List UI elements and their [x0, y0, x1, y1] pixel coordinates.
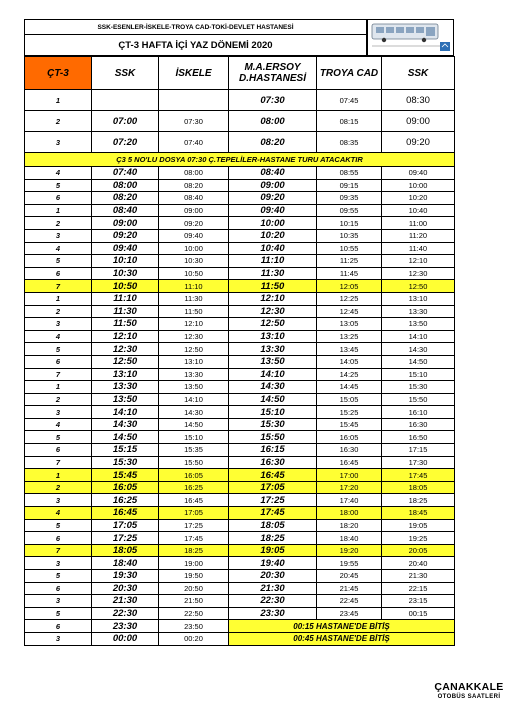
- table-row: [25, 632, 455, 645]
- troya-time-cell: 09:35: [317, 192, 382, 205]
- troya-time-cell: 13:05: [317, 318, 382, 331]
- table-row: [25, 280, 455, 293]
- hospital-time-cell: 10:20: [229, 229, 317, 242]
- ssk-return-cell: 00:15: [382, 607, 455, 620]
- ssk-return-cell: 12:50: [382, 280, 455, 293]
- table-row: [25, 229, 455, 242]
- route-no-cell: 3: [25, 557, 92, 570]
- ssk-time-cell: 13:50: [92, 393, 159, 406]
- ssk-return-cell: 18:45: [382, 507, 455, 520]
- iskele-time-cell: 07:40: [159, 132, 229, 153]
- ssk-time-cell: 17:05: [92, 519, 159, 532]
- col-header-troya: TROYA CAD: [317, 57, 382, 90]
- iskele-time-cell: 17:05: [159, 507, 229, 520]
- route-no-cell: 2: [25, 305, 92, 318]
- route-no-cell: 2: [25, 481, 92, 494]
- route-no-cell: 5: [25, 607, 92, 620]
- table-row: [25, 292, 455, 305]
- ssk-return-cell: 18:05: [382, 481, 455, 494]
- ssk-return-cell: 23:15: [382, 595, 455, 608]
- iskele-time-cell: 15:50: [159, 456, 229, 469]
- route-no-cell: 6: [25, 532, 92, 545]
- troya-time-cell: 16:45: [317, 456, 382, 469]
- troya-time-cell: 13:45: [317, 343, 382, 356]
- ssk-return-cell: 11:20: [382, 229, 455, 242]
- iskele-time-cell: 23:50: [159, 620, 229, 633]
- hospital-time-cell: 14:30: [229, 381, 317, 394]
- route-no-cell: 3: [25, 494, 92, 507]
- iskele-time-cell: 12:50: [159, 343, 229, 356]
- notice-row: [25, 153, 455, 167]
- troya-time-cell: 16:30: [317, 444, 382, 457]
- troya-time-cell: 10:55: [317, 242, 382, 255]
- iskele-time-cell: 09:40: [159, 229, 229, 242]
- hospital-time-cell: 08:20: [229, 132, 317, 153]
- hospital-time-cell: 14:50: [229, 393, 317, 406]
- table-row: [25, 481, 455, 494]
- ssk-time-cell: 12:10: [92, 330, 159, 343]
- iskele-time-cell: 17:45: [159, 532, 229, 545]
- col-header-ssk: SSK: [92, 57, 159, 90]
- troya-time-cell: 12:25: [317, 292, 382, 305]
- hospital-time-cell: 11:50: [229, 280, 317, 293]
- ssk-return-cell: 14:50: [382, 355, 455, 368]
- table-row: [25, 305, 455, 318]
- troya-time-cell: 17:20: [317, 481, 382, 494]
- iskele-time-cell: 10:00: [159, 242, 229, 255]
- troya-time-cell: 21:45: [317, 582, 382, 595]
- troya-time-cell: 12:05: [317, 280, 382, 293]
- ssk-time-cell: 15:45: [92, 469, 159, 482]
- hospital-time-cell: 09:40: [229, 204, 317, 217]
- table-row: [25, 381, 455, 394]
- ssk-time-cell: 20:30: [92, 582, 159, 595]
- ssk-return-cell: 10:00: [382, 179, 455, 192]
- hospital-time-cell: 13:30: [229, 343, 317, 356]
- table-row: [25, 355, 455, 368]
- ssk-time-cell: 09:00: [92, 217, 159, 230]
- iskele-time-cell: 08:40: [159, 192, 229, 205]
- hospital-time-cell: 20:30: [229, 570, 317, 583]
- ssk-return-cell: 19:25: [382, 532, 455, 545]
- ssk-return-cell: 10:20: [382, 192, 455, 205]
- troya-time-cell: 09:15: [317, 179, 382, 192]
- route-no-cell: 4: [25, 330, 92, 343]
- table-row: [25, 557, 455, 570]
- ssk-return-cell: 16:50: [382, 431, 455, 444]
- troya-time-cell: 07:45: [317, 90, 382, 111]
- ssk-time-cell: 09:20: [92, 229, 159, 242]
- hospital-time-cell: 15:10: [229, 406, 317, 419]
- hospital-time-cell: 16:45: [229, 469, 317, 482]
- iskele-time-cell: 10:50: [159, 267, 229, 280]
- hospital-time-cell: 19:05: [229, 544, 317, 557]
- hospital-time-cell: 13:50: [229, 355, 317, 368]
- route-no-cell: 3: [25, 229, 92, 242]
- table-row: [25, 406, 455, 419]
- table-row: [25, 318, 455, 331]
- troya-time-cell: 11:25: [317, 255, 382, 268]
- ssk-time-cell: 19:30: [92, 570, 159, 583]
- ssk-time-cell: 10:30: [92, 267, 159, 280]
- table-row: [25, 456, 455, 469]
- ssk-return-cell: 17:45: [382, 469, 455, 482]
- route-no-cell: 3: [25, 406, 92, 419]
- ssk-time-cell: 16:25: [92, 494, 159, 507]
- hospital-time-cell: 15:30: [229, 418, 317, 431]
- hospital-time-cell: 07:30: [229, 90, 317, 111]
- ssk-return-cell: 17:30: [382, 456, 455, 469]
- ssk-time-cell: 12:30: [92, 343, 159, 356]
- ssk-time-cell: 17:25: [92, 532, 159, 545]
- troya-time-cell: 08:15: [317, 111, 382, 132]
- iskele-time-cell: 08:00: [159, 167, 229, 180]
- hospital-time-cell: 15:50: [229, 431, 317, 444]
- ssk-return-cell: 08:30: [382, 90, 455, 111]
- route-no-cell: 3: [25, 632, 92, 645]
- ssk-return-cell: 09:00: [382, 111, 455, 132]
- ssk-time-cell: 18:05: [92, 544, 159, 557]
- ssk-time-cell: 22:30: [92, 607, 159, 620]
- route-no-cell: 7: [25, 368, 92, 381]
- table-row: [25, 217, 455, 230]
- col-header-hospital: M.A.ERSOY D.HASTANESİ: [229, 57, 317, 90]
- route-no-cell: 6: [25, 267, 92, 280]
- route-no-cell: 6: [25, 444, 92, 457]
- ssk-time-cell: 13:10: [92, 368, 159, 381]
- ssk-return-cell: 13:10: [382, 292, 455, 305]
- hospital-time-cell: 18:25: [229, 532, 317, 545]
- table-row: [25, 620, 455, 633]
- ssk-return-cell: 13:30: [382, 305, 455, 318]
- table-row: [25, 494, 455, 507]
- iskele-time-cell: 15:10: [159, 431, 229, 444]
- route-no-cell: 5: [25, 519, 92, 532]
- iskele-time-cell: 19:50: [159, 570, 229, 583]
- end-note: 00:45 HASTANE'DE BİTİŞ: [229, 632, 455, 645]
- brand-logo: [429, 681, 509, 700]
- hospital-time-cell: 09:20: [229, 192, 317, 205]
- ssk-return-cell: 19:05: [382, 519, 455, 532]
- table-row: [25, 532, 455, 545]
- hospital-time-cell: 22:30: [229, 595, 317, 608]
- hospital-time-cell: 17:25: [229, 494, 317, 507]
- ssk-time-cell: 08:40: [92, 204, 159, 217]
- route-no-cell: 3: [25, 318, 92, 331]
- iskele-time-cell: 17:25: [159, 519, 229, 532]
- hospital-time-cell: 16:30: [229, 456, 317, 469]
- brand-name: ÇANAKKALE: [434, 681, 504, 693]
- iskele-time-cell: 00:20: [159, 632, 229, 645]
- hospital-time-cell: 13:10: [229, 330, 317, 343]
- hospital-time-cell: 21:30: [229, 582, 317, 595]
- hospital-time-cell: 10:00: [229, 217, 317, 230]
- troya-time-cell: 22:45: [317, 595, 382, 608]
- route-no-cell: 3: [25, 132, 92, 153]
- iskele-time-cell: 15:35: [159, 444, 229, 457]
- route-no-cell: 5: [25, 255, 92, 268]
- hospital-time-cell: 12:50: [229, 318, 317, 331]
- troya-time-cell: 13:25: [317, 330, 382, 343]
- iskele-time-cell: [159, 90, 229, 111]
- table-row: [25, 444, 455, 457]
- ssk-return-cell: 15:30: [382, 381, 455, 394]
- route-no-cell: 1: [25, 204, 92, 217]
- troya-time-cell: 17:40: [317, 494, 382, 507]
- table-row: [25, 607, 455, 620]
- brand-tagline: OTOBÜS SAATLERİ: [437, 694, 501, 700]
- table-row: [25, 544, 455, 557]
- troya-time-cell: 08:35: [317, 132, 382, 153]
- ssk-return-cell: 20:05: [382, 544, 455, 557]
- ssk-return-cell: 21:30: [382, 570, 455, 583]
- iskele-time-cell: 14:30: [159, 406, 229, 419]
- ssk-time-cell: 13:30: [92, 381, 159, 394]
- ssk-time-cell: [92, 90, 159, 111]
- ssk-time-cell: 08:20: [92, 192, 159, 205]
- hospital-time-cell: 10:40: [229, 242, 317, 255]
- iskele-time-cell: 13:30: [159, 368, 229, 381]
- ssk-time-cell: 23:30: [92, 620, 159, 633]
- hospital-time-cell: 18:05: [229, 519, 317, 532]
- hospital-time-cell: 11:30: [229, 267, 317, 280]
- route-no-cell: 4: [25, 507, 92, 520]
- route-no-cell: 6: [25, 355, 92, 368]
- table-row: [25, 519, 455, 532]
- table-row: [25, 343, 455, 356]
- bus-icon: [367, 19, 454, 56]
- ssk-time-cell: 10:10: [92, 255, 159, 268]
- ssk-return-cell: 10:40: [382, 204, 455, 217]
- troya-time-cell: 14:45: [317, 381, 382, 394]
- troya-time-cell: 09:55: [317, 204, 382, 217]
- table-row: [25, 179, 455, 192]
- ssk-time-cell: 14:10: [92, 406, 159, 419]
- table-row: [25, 267, 455, 280]
- table-row: [25, 255, 455, 268]
- iskele-time-cell: 16:05: [159, 469, 229, 482]
- hospital-time-cell: 14:10: [229, 368, 317, 381]
- iskele-time-cell: 08:20: [159, 179, 229, 192]
- ssk-time-cell: 12:50: [92, 355, 159, 368]
- troya-time-cell: 15:25: [317, 406, 382, 419]
- route-no-cell: 3: [25, 595, 92, 608]
- table-row: [25, 595, 455, 608]
- ssk-time-cell: 14:30: [92, 418, 159, 431]
- ssk-return-cell: 12:30: [382, 267, 455, 280]
- iskele-time-cell: 13:10: [159, 355, 229, 368]
- ssk-return-cell: 09:40: [382, 167, 455, 180]
- timetable: [24, 56, 455, 646]
- ssk-time-cell: 15:30: [92, 456, 159, 469]
- route-no-cell: 6: [25, 192, 92, 205]
- route-no-cell: 2: [25, 217, 92, 230]
- iskele-time-cell: 14:50: [159, 418, 229, 431]
- ssk-return-cell: 20:40: [382, 557, 455, 570]
- troya-time-cell: 16:05: [317, 431, 382, 444]
- table-row: [25, 570, 455, 583]
- table-row: [25, 242, 455, 255]
- route-no-cell: 1: [25, 381, 92, 394]
- troya-time-cell: 10:35: [317, 229, 382, 242]
- troya-time-cell: 11:45: [317, 267, 382, 280]
- ssk-return-cell: 14:30: [382, 343, 455, 356]
- troya-time-cell: 20:45: [317, 570, 382, 583]
- ssk-return-cell: 18:25: [382, 494, 455, 507]
- ssk-time-cell: 14:50: [92, 431, 159, 444]
- iskele-time-cell: 12:30: [159, 330, 229, 343]
- ssk-return-cell: 12:10: [382, 255, 455, 268]
- col-header-iskele: İSKELE: [159, 57, 229, 90]
- route-no-cell: 5: [25, 570, 92, 583]
- hospital-time-cell: 12:30: [229, 305, 317, 318]
- route-no-cell: 5: [25, 179, 92, 192]
- table-row: [25, 431, 455, 444]
- iskele-time-cell: 21:50: [159, 595, 229, 608]
- hospital-time-cell: 11:10: [229, 255, 317, 268]
- route-no-cell: 2: [25, 111, 92, 132]
- ssk-time-cell: 07:00: [92, 111, 159, 132]
- iskele-time-cell: 20:50: [159, 582, 229, 595]
- iskele-time-cell: 11:10: [159, 280, 229, 293]
- ssk-return-cell: 15:50: [382, 393, 455, 406]
- route-no-cell: 7: [25, 456, 92, 469]
- table-row: [25, 192, 455, 205]
- ssk-return-cell: 16:30: [382, 418, 455, 431]
- ssk-return-cell: 14:10: [382, 330, 455, 343]
- iskele-time-cell: 10:30: [159, 255, 229, 268]
- ssk-time-cell: 15:15: [92, 444, 159, 457]
- troya-time-cell: 10:15: [317, 217, 382, 230]
- hospital-time-cell: 08:40: [229, 167, 317, 180]
- iskele-time-cell: 12:10: [159, 318, 229, 331]
- ssk-return-cell: 11:40: [382, 242, 455, 255]
- iskele-time-cell: 11:50: [159, 305, 229, 318]
- ssk-time-cell: 07:20: [92, 132, 159, 153]
- table-row: [25, 469, 455, 482]
- hospital-time-cell: 16:15: [229, 444, 317, 457]
- col-header-ssk-return: SSK: [382, 57, 455, 90]
- ssk-time-cell: 11:10: [92, 292, 159, 305]
- ssk-time-cell: 16:05: [92, 481, 159, 494]
- ssk-return-cell: 09:20: [382, 132, 455, 153]
- troya-time-cell: 12:45: [317, 305, 382, 318]
- troya-time-cell: 15:05: [317, 393, 382, 406]
- troya-time-cell: 18:00: [317, 507, 382, 520]
- route-no-cell: 4: [25, 242, 92, 255]
- ssk-return-cell: 15:10: [382, 368, 455, 381]
- ssk-time-cell: 16:45: [92, 507, 159, 520]
- route-title: SSK-ESENLER-İSKELE-TROYA CAD-TOKİ-DEVLET HASTANESİ: [24, 19, 367, 35]
- troya-time-cell: 08:55: [317, 167, 382, 180]
- route-no-cell: 5: [25, 343, 92, 356]
- header-row: [25, 57, 455, 90]
- ssk-return-cell: 13:50: [382, 318, 455, 331]
- table-row: [25, 204, 455, 217]
- table-row: [25, 507, 455, 520]
- troya-time-cell: 17:00: [317, 469, 382, 482]
- route-no-cell: 1: [25, 292, 92, 305]
- hospital-time-cell: 23:30: [229, 607, 317, 620]
- ssk-return-cell: 16:10: [382, 406, 455, 419]
- ssk-time-cell: 09:40: [92, 242, 159, 255]
- route-no-cell: 7: [25, 280, 92, 293]
- iskele-time-cell: 16:45: [159, 494, 229, 507]
- troya-time-cell: 19:20: [317, 544, 382, 557]
- iskele-time-cell: 16:25: [159, 481, 229, 494]
- table-row: [25, 368, 455, 381]
- col-header-route: ÇT-3: [25, 57, 92, 90]
- end-note: 00:15 HASTANE'DE BİTİŞ: [229, 620, 455, 633]
- route-no-cell: 2: [25, 393, 92, 406]
- troya-time-cell: 18:20: [317, 519, 382, 532]
- iskele-time-cell: 14:10: [159, 393, 229, 406]
- table-row: [25, 132, 455, 153]
- iskele-time-cell: 19:00: [159, 557, 229, 570]
- ssk-time-cell: 07:40: [92, 167, 159, 180]
- troya-time-cell: 14:05: [317, 355, 382, 368]
- ssk-time-cell: 00:00: [92, 632, 159, 645]
- iskele-time-cell: 18:25: [159, 544, 229, 557]
- route-no-cell: 6: [25, 620, 92, 633]
- troya-time-cell: 23:45: [317, 607, 382, 620]
- ssk-return-cell: 22:15: [382, 582, 455, 595]
- iskele-time-cell: 09:00: [159, 204, 229, 217]
- hospital-time-cell: 08:00: [229, 111, 317, 132]
- table-row: [25, 418, 455, 431]
- table-row: [25, 111, 455, 132]
- iskele-time-cell: 11:30: [159, 292, 229, 305]
- ssk-time-cell: 10:50: [92, 280, 159, 293]
- route-no-cell: 1: [25, 90, 92, 111]
- troya-time-cell: 19:55: [317, 557, 382, 570]
- troya-time-cell: 18:40: [317, 532, 382, 545]
- hospital-time-cell: 17:45: [229, 507, 317, 520]
- iskele-time-cell: 09:20: [159, 217, 229, 230]
- route-no-cell: 4: [25, 418, 92, 431]
- ssk-time-cell: 21:30: [92, 595, 159, 608]
- ssk-return-cell: 11:00: [382, 217, 455, 230]
- hospital-time-cell: 09:00: [229, 179, 317, 192]
- ssk-time-cell: 11:50: [92, 318, 159, 331]
- iskele-time-cell: 22:50: [159, 607, 229, 620]
- hospital-time-cell: 12:10: [229, 292, 317, 305]
- ssk-time-cell: 08:00: [92, 179, 159, 192]
- table-row: [25, 582, 455, 595]
- notice-text: Ç3 5 NO'LU DOSYA 07:30 Ç.TEPELİLER-HASTANE TURU ATACAKTIR: [25, 153, 455, 167]
- table-row: [25, 330, 455, 343]
- hospital-time-cell: 17:05: [229, 481, 317, 494]
- ssk-return-cell: 17:15: [382, 444, 455, 457]
- route-no-cell: 7: [25, 544, 92, 557]
- route-no-cell: 6: [25, 582, 92, 595]
- schedule-title: ÇT-3 HAFTA İÇİ YAZ DÖNEMİ 2020: [24, 35, 367, 56]
- table-row: [25, 167, 455, 180]
- ssk-time-cell: 18:40: [92, 557, 159, 570]
- iskele-time-cell: 13:50: [159, 381, 229, 394]
- iskele-time-cell: 07:30: [159, 111, 229, 132]
- route-no-cell: 5: [25, 431, 92, 444]
- ssk-time-cell: 11:30: [92, 305, 159, 318]
- table-row: [25, 393, 455, 406]
- troya-time-cell: 14:25: [317, 368, 382, 381]
- troya-time-cell: 15:45: [317, 418, 382, 431]
- table-row: [25, 90, 455, 111]
- hospital-time-cell: 19:40: [229, 557, 317, 570]
- route-no-cell: 4: [25, 167, 92, 180]
- route-no-cell: 1: [25, 469, 92, 482]
